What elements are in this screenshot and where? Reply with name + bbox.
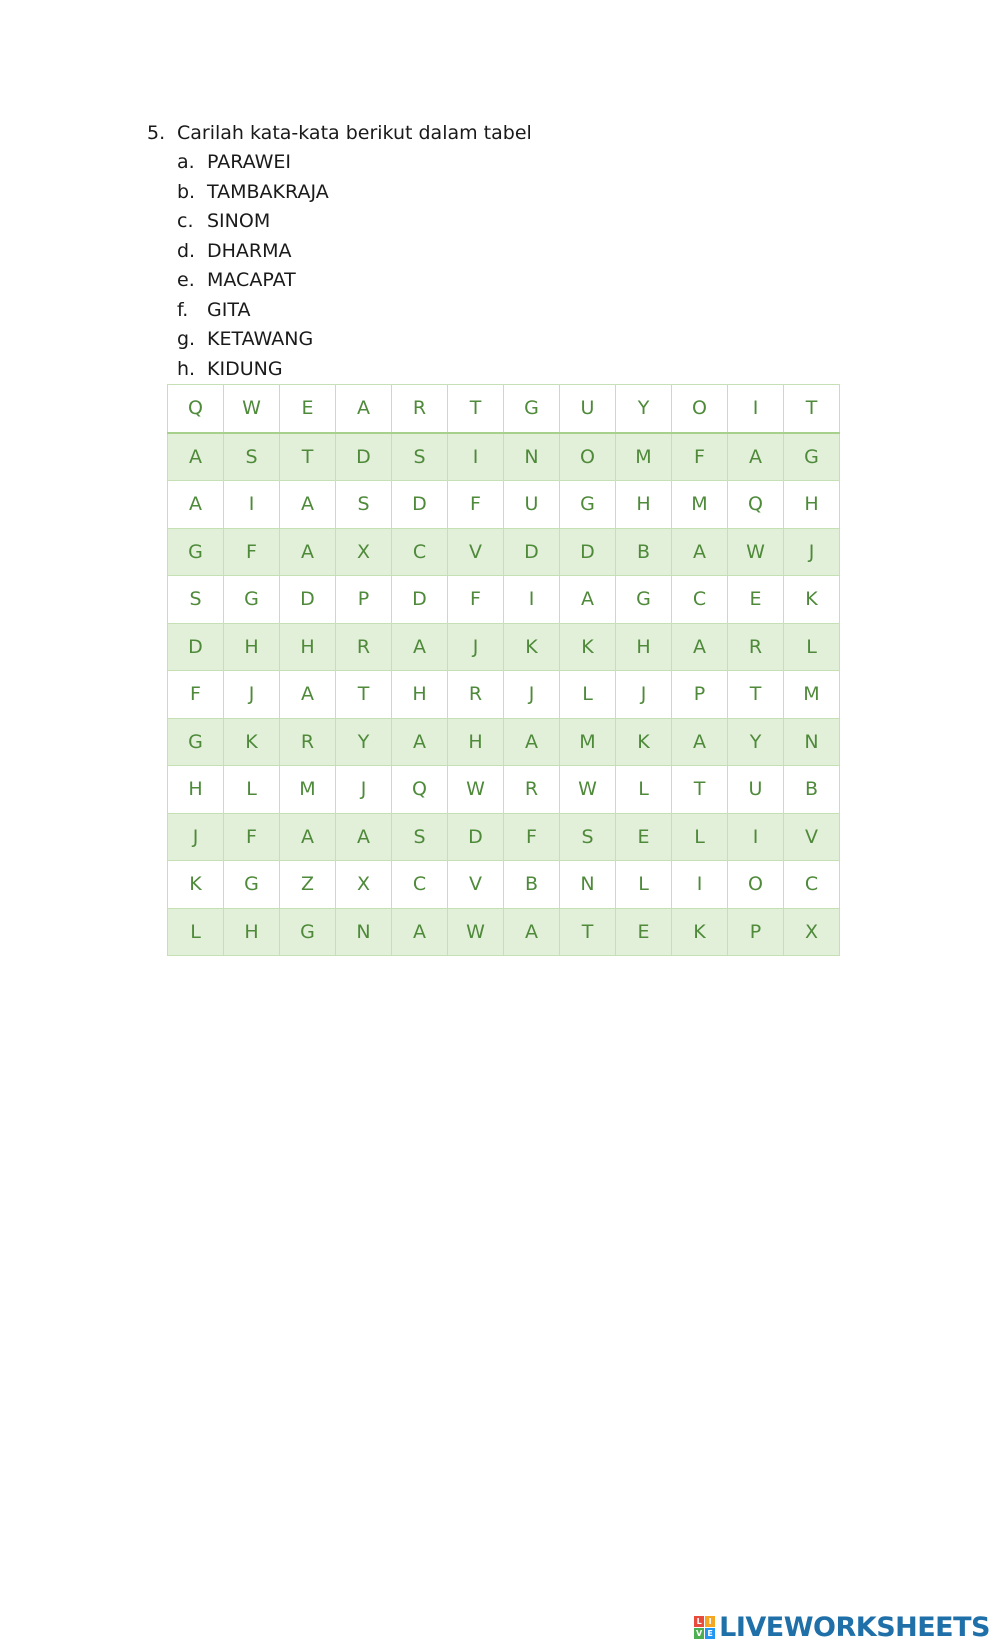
grid-cell[interactable]: R <box>728 623 784 671</box>
grid-cell[interactable]: A <box>504 718 560 766</box>
grid-cell[interactable]: V <box>448 528 504 576</box>
word-letter: e. <box>177 269 195 291</box>
word-text: GITA <box>207 298 251 321</box>
grid-cell[interactable]: A <box>336 385 392 433</box>
question-text: Carilah kata-kata berikut dalam tabel <box>177 122 532 144</box>
grid-cell[interactable]: H <box>168 766 224 814</box>
grid-cell[interactable]: H <box>224 908 280 956</box>
grid-row <box>168 433 840 481</box>
grid-cell[interactable]: N <box>560 861 616 909</box>
grid-cell[interactable]: S <box>224 433 280 481</box>
grid-cell[interactable]: W <box>560 766 616 814</box>
grid-row <box>168 718 840 766</box>
grid-cell[interactable]: I <box>224 481 280 529</box>
grid-cell[interactable]: G <box>224 861 280 909</box>
grid-cell[interactable]: Y <box>728 718 784 766</box>
word-text: PARAWEI <box>207 151 292 173</box>
grid-cell[interactable]: L <box>616 861 672 909</box>
grid-cell[interactable]: X <box>784 908 840 956</box>
logo-mark-letter: L <box>694 1616 704 1627</box>
logo-mark-icon <box>694 1616 715 1639</box>
grid-cell[interactable]: I <box>504 576 560 624</box>
grid-cell[interactable]: O <box>728 861 784 909</box>
grid-cell[interactable]: R <box>504 766 560 814</box>
word-search-grid <box>167 384 840 956</box>
grid-cell[interactable]: G <box>168 528 224 576</box>
grid-cell[interactable]: R <box>448 671 504 719</box>
grid-row <box>168 766 840 814</box>
grid-cell[interactable]: G <box>616 576 672 624</box>
grid-row <box>168 528 840 576</box>
grid-cell[interactable]: O <box>560 433 616 481</box>
grid-cell[interactable]: F <box>672 433 728 481</box>
word-text: DHARMA <box>207 239 292 262</box>
grid-cell[interactable]: H <box>280 623 336 671</box>
grid-cell[interactable]: P <box>728 908 784 956</box>
grid-cell[interactable]: A <box>280 813 336 861</box>
grid-row <box>168 481 840 529</box>
word-letter: h. <box>177 357 196 380</box>
word-text: SINOM <box>207 210 271 232</box>
grid-cell[interactable]: D <box>336 433 392 481</box>
grid-cell[interactable]: A <box>280 528 336 576</box>
grid-cell[interactable]: H <box>616 481 672 529</box>
grid-cell[interactable]: N <box>784 718 840 766</box>
grid-cell[interactable]: K <box>168 861 224 909</box>
grid-cell[interactable]: U <box>728 766 784 814</box>
grid-cell[interactable]: B <box>784 766 840 814</box>
word-list <box>177 148 329 384</box>
word-text: TAMBAKRAJA <box>207 180 329 203</box>
grid-cell[interactable]: G <box>560 481 616 529</box>
grid-cell[interactable]: V <box>448 861 504 909</box>
grid-cell[interactable]: D <box>560 528 616 576</box>
grid-cell[interactable]: J <box>224 671 280 719</box>
grid-cell[interactable]: A <box>392 623 448 671</box>
word-list-item <box>177 325 329 355</box>
grid-cell[interactable]: D <box>448 813 504 861</box>
grid-cell[interactable]: B <box>504 861 560 909</box>
grid-cell[interactable]: L <box>168 908 224 956</box>
grid-cell[interactable]: A <box>560 576 616 624</box>
word-list-item <box>177 355 329 385</box>
grid-cell[interactable]: T <box>448 385 504 433</box>
grid-row <box>168 813 840 861</box>
grid-row <box>168 385 840 433</box>
grid-cell[interactable]: G <box>784 433 840 481</box>
grid-cell[interactable]: S <box>336 481 392 529</box>
word-text: KETAWANG <box>207 328 314 350</box>
grid-cell[interactable]: D <box>504 528 560 576</box>
grid-cell[interactable]: B <box>616 528 672 576</box>
grid-cell[interactable]: S <box>392 813 448 861</box>
grid-cell[interactable]: T <box>784 385 840 433</box>
grid-cell[interactable]: Q <box>168 385 224 433</box>
grid-cell[interactable]: N <box>504 433 560 481</box>
grid-cell[interactable]: U <box>504 481 560 529</box>
grid-cell[interactable]: Q <box>728 481 784 529</box>
grid-cell[interactable]: N <box>336 908 392 956</box>
grid-cell[interactable]: D <box>392 576 448 624</box>
grid-cell[interactable]: X <box>336 528 392 576</box>
grid-cell[interactable]: C <box>392 528 448 576</box>
grid-cell[interactable]: J <box>448 623 504 671</box>
grid-cell[interactable]: L <box>616 766 672 814</box>
grid-cell[interactable]: M <box>560 718 616 766</box>
question-line <box>147 118 532 148</box>
logo-text: LIVEWORKSHEETS <box>719 1612 990 1643</box>
grid-cell[interactable]: A <box>168 433 224 481</box>
grid-cell[interactable]: J <box>784 528 840 576</box>
grid-cell[interactable]: D <box>392 481 448 529</box>
grid-cell[interactable]: Z <box>280 861 336 909</box>
logo-mark-letter: E <box>705 1628 715 1639</box>
grid-cell[interactable]: T <box>560 908 616 956</box>
grid-cell[interactable]: Q <box>392 766 448 814</box>
grid-cell[interactable]: P <box>672 671 728 719</box>
grid-cell[interactable]: F <box>224 528 280 576</box>
grid-cell[interactable]: A <box>728 433 784 481</box>
grid-cell[interactable]: A <box>672 623 728 671</box>
grid-cell[interactable]: A <box>280 481 336 529</box>
grid-cell[interactable]: J <box>168 813 224 861</box>
logo-mark-letter: I <box>705 1616 715 1627</box>
logo-mark-letter: V <box>696 1629 703 1638</box>
grid-cell[interactable]: D <box>280 576 336 624</box>
grid-row <box>168 623 840 671</box>
grid-cell[interactable]: A <box>168 481 224 529</box>
grid-cell[interactable]: T <box>728 671 784 719</box>
grid-cell[interactable]: F <box>224 813 280 861</box>
grid-cell[interactable]: V <box>784 813 840 861</box>
grid-cell[interactable]: F <box>448 576 504 624</box>
grid-cell[interactable]: Y <box>616 385 672 433</box>
grid-cell[interactable]: M <box>672 481 728 529</box>
grid-cell[interactable]: F <box>448 481 504 529</box>
grid-cell[interactable]: R <box>336 623 392 671</box>
grid-cell[interactable]: I <box>448 433 504 481</box>
grid-cell[interactable]: A <box>392 718 448 766</box>
word-list-item <box>177 237 329 267</box>
grid-row <box>168 671 840 719</box>
grid-cell[interactable]: T <box>672 766 728 814</box>
word-list-item <box>177 266 329 296</box>
grid-cell[interactable]: W <box>224 385 280 433</box>
grid-row <box>168 576 840 624</box>
word-list-item <box>177 178 329 208</box>
word-text: MACAPAT <box>207 269 296 291</box>
grid-cell[interactable]: A <box>672 528 728 576</box>
grid-cell[interactable]: J <box>336 766 392 814</box>
grid-cell[interactable]: G <box>280 908 336 956</box>
grid-cell[interactable]: A <box>336 813 392 861</box>
grid-cell[interactable]: P <box>336 576 392 624</box>
grid-cell[interactable]: K <box>672 908 728 956</box>
grid-cell[interactable]: K <box>224 718 280 766</box>
word-letter: g. <box>177 328 196 350</box>
grid-cell[interactable]: E <box>616 908 672 956</box>
grid-cell[interactable]: H <box>392 671 448 719</box>
grid-cell[interactable]: L <box>224 766 280 814</box>
grid-cell[interactable]: I <box>672 861 728 909</box>
word-list-item <box>177 207 329 237</box>
question-number: 5. <box>147 122 166 144</box>
word-letter: c. <box>177 210 194 232</box>
grid-cell[interactable]: W <box>728 528 784 576</box>
word-letter: f. <box>177 298 189 321</box>
grid-cell[interactable]: H <box>616 623 672 671</box>
grid-cell[interactable]: U <box>560 385 616 433</box>
grid-cell[interactable]: Y <box>336 718 392 766</box>
grid-cell[interactable]: E <box>616 813 672 861</box>
grid-cell[interactable]: J <box>504 671 560 719</box>
grid-cell[interactable]: L <box>560 671 616 719</box>
grid-cell[interactable]: C <box>672 576 728 624</box>
grid-cell[interactable]: L <box>784 623 840 671</box>
grid-cell[interactable]: K <box>784 576 840 624</box>
grid-cell[interactable]: G <box>504 385 560 433</box>
word-letter: d. <box>177 239 196 262</box>
grid-cell[interactable]: H <box>224 623 280 671</box>
grid-cell[interactable]: F <box>168 671 224 719</box>
grid-cell[interactable]: M <box>280 766 336 814</box>
grid-cell[interactable]: F <box>504 813 560 861</box>
grid-cell[interactable]: I <box>728 813 784 861</box>
grid-cell[interactable]: X <box>336 861 392 909</box>
grid-cell[interactable]: M <box>784 671 840 719</box>
grid-cell[interactable]: G <box>168 718 224 766</box>
question <box>147 118 532 148</box>
word-letter: a. <box>177 151 195 173</box>
grid-row <box>168 861 840 909</box>
grid-cell[interactable]: S <box>560 813 616 861</box>
liveworksheets-logo <box>694 1612 990 1643</box>
grid-cell[interactable]: C <box>392 861 448 909</box>
grid-cell[interactable]: O <box>672 385 728 433</box>
grid-cell[interactable]: L <box>672 813 728 861</box>
grid-cell[interactable]: S <box>392 433 448 481</box>
grid-cell[interactable]: M <box>616 433 672 481</box>
grid-cell[interactable]: H <box>448 718 504 766</box>
grid-cell[interactable]: C <box>784 861 840 909</box>
grid-cell[interactable]: T <box>280 433 336 481</box>
word-list-item <box>177 296 329 326</box>
grid-cell[interactable]: K <box>504 623 560 671</box>
grid-cell[interactable]: T <box>336 671 392 719</box>
word-list-item <box>177 148 329 178</box>
grid-row <box>168 908 840 956</box>
grid-cell[interactable]: A <box>672 718 728 766</box>
grid-cell[interactable]: K <box>560 623 616 671</box>
word-text: KIDUNG <box>207 357 283 380</box>
grid-cell[interactable]: A <box>504 908 560 956</box>
grid-cell[interactable]: E <box>280 385 336 433</box>
grid-cell[interactable]: E <box>728 576 784 624</box>
word-letter: b. <box>177 180 196 203</box>
grid-cell[interactable]: K <box>616 718 672 766</box>
grid-cell[interactable]: J <box>616 671 672 719</box>
grid-cell[interactable]: W <box>448 766 504 814</box>
grid-cell[interactable]: W <box>448 908 504 956</box>
grid-cell[interactable]: H <box>784 481 840 529</box>
grid-cell[interactable]: D <box>168 623 224 671</box>
grid-cell[interactable]: I <box>728 385 784 433</box>
grid-cell[interactable]: S <box>168 576 224 624</box>
grid-cell[interactable]: A <box>392 908 448 956</box>
grid-cell[interactable]: A <box>280 671 336 719</box>
grid-cell[interactable]: R <box>392 385 448 433</box>
grid-cell[interactable]: R <box>280 718 336 766</box>
grid-cell[interactable]: G <box>224 576 280 624</box>
